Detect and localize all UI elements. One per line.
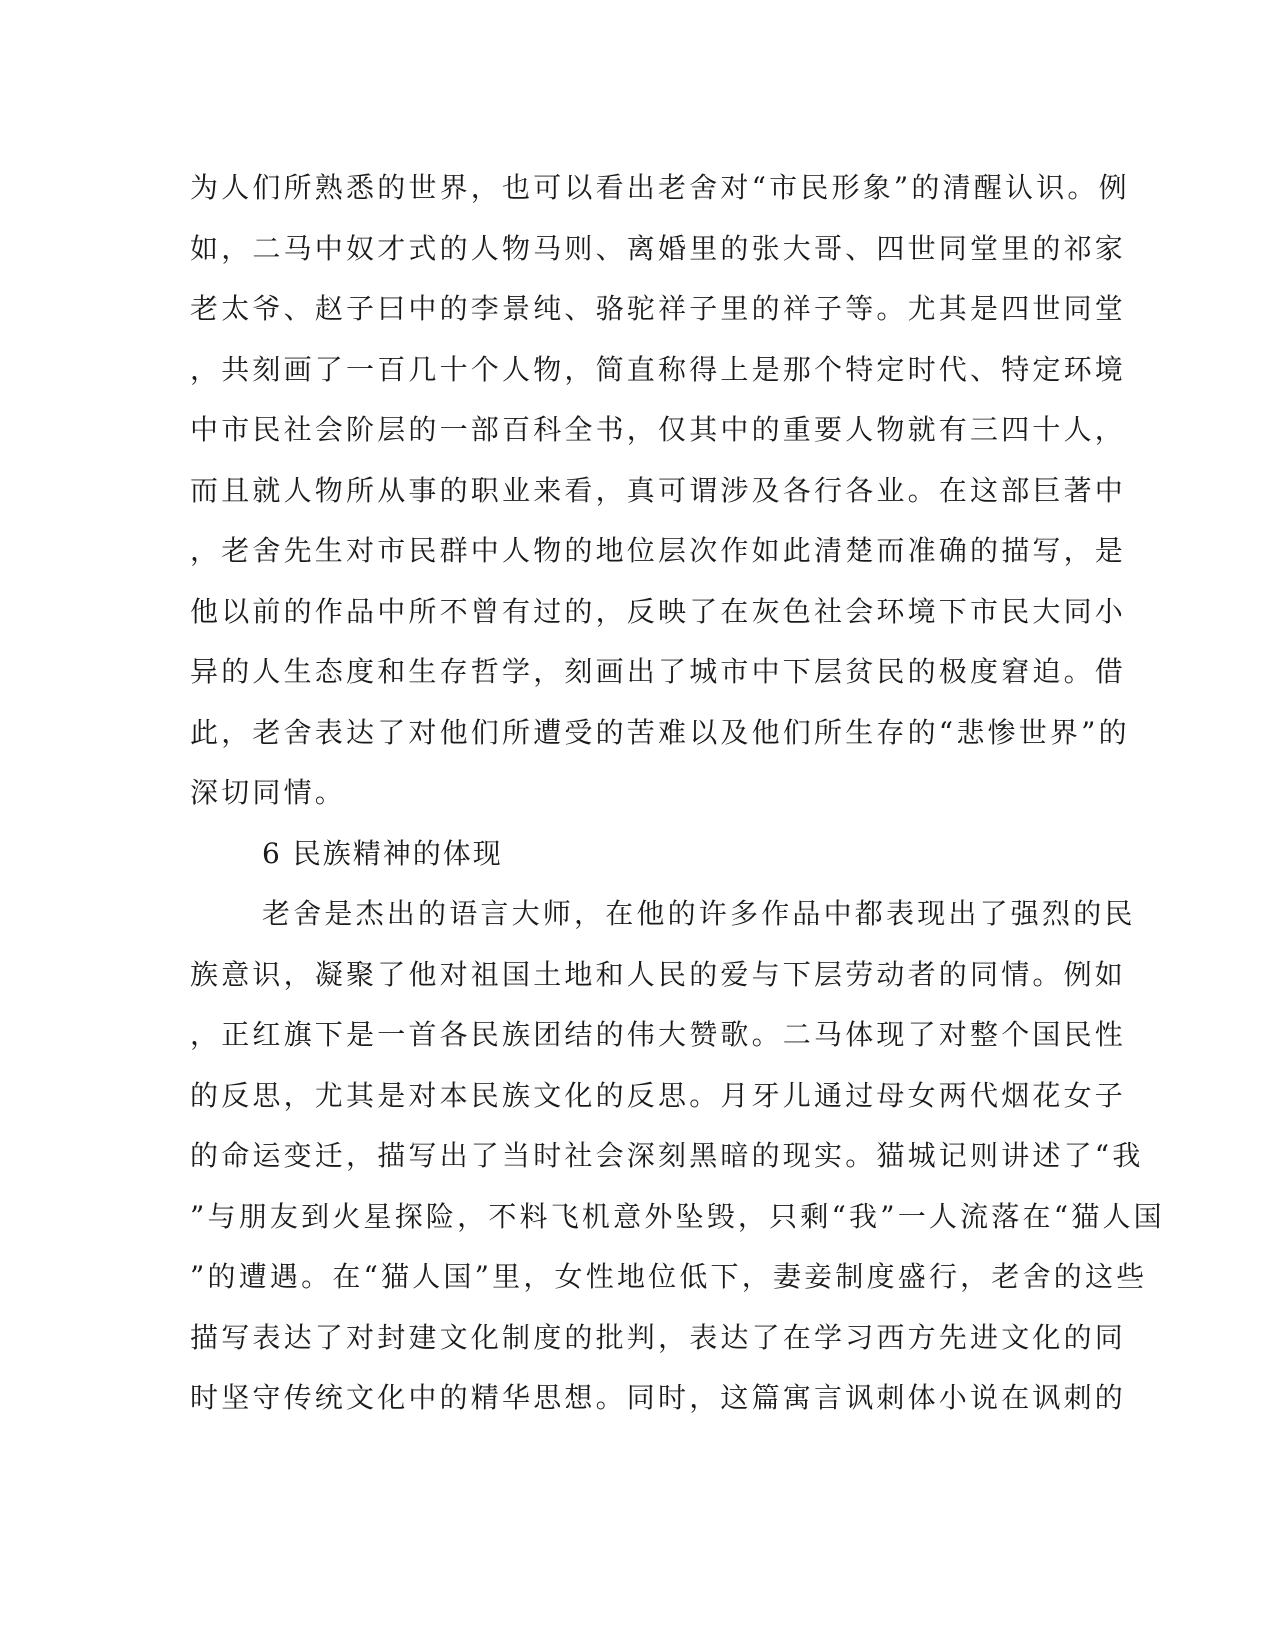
- paragraph-line: 为人们所熟悉的世界，也可以看出老舍对“市民形象”的清醒认识。例: [190, 171, 1130, 204]
- paragraph-line: 中市民社会阶层的一部百科全书，仅其中的重要人物就有三四十人，: [190, 413, 1127, 446]
- paragraph-line: ，老舍先生对市民群中人物的地位层次作如此清楚而准确的描写，是: [190, 534, 1127, 567]
- paragraph-line: 老舍是杰出的语言大师，在他的许多作品中都表现出了强烈的民: [262, 897, 1136, 930]
- section-heading: 6 民族精神的体现: [262, 836, 503, 870]
- paragraph-line: ，共刻画了一百几十个人物，简直称得上是那个特定时代、特定环境: [190, 352, 1127, 386]
- paragraph-line: 时坚守传统文化中的精华思想。同时，这篇寓言讽刺体小说在讽刺的: [190, 1381, 1127, 1414]
- paragraph-line: 老太爷、赵子曰中的李景纯、骆驼祥子里的祥子等。尤其是四世同堂: [190, 292, 1127, 325]
- paragraph-line: 的反思，尤其是对本民族文化的反思。月牙儿通过母女两代烟花女子: [190, 1078, 1127, 1112]
- paragraph-line: 族意识，凝聚了他对祖国土地和人民的爱与下层劳动者的同情。例如: [190, 957, 1127, 991]
- paragraph-line: 深切同情。: [190, 776, 347, 809]
- paragraph-line: ”与朋友到火星探险，不料飞机意外坠毁，只剩“我”一人流落在“猫人国: [190, 1199, 1165, 1233]
- paragraph-line: 而且就人物所从事的职业来看，真可谓涉及各行各业。在这部巨著中: [190, 473, 1127, 507]
- paragraph-line: ”的遭遇。在“猫人国”里，女性地位低下，妻妾制度盛行，老舍的这些: [190, 1260, 1148, 1293]
- paragraph-line: 此，老舍表达了对他们所遭受的苦难以及他们所生存的“悲惨世界”的: [190, 715, 1130, 749]
- paragraph-line: 异的人生态度和生存哲学，刻画出了城市中下层贫民的极度窘迫。借: [190, 655, 1127, 688]
- paragraph-line: 的命运变迁，描写出了当时社会深刻黑暗的现实。猫城记则讲述了“我: [190, 1139, 1144, 1172]
- body-text: [190, 158, 1165, 1429]
- paragraph-line: 他以前的作品中所不曾有过的，反映了在灰色社会环境下市民大同小: [190, 594, 1127, 628]
- paragraph-line: 描写表达了对封建文化制度的批判，表达了在学习西方先进文化的同: [190, 1320, 1127, 1354]
- paragraph-line: 如，二马中奴才式的人物马则、离婚里的张大哥、四世同堂里的祁家: [190, 231, 1127, 265]
- paragraph-line: ，正红旗下是一首各民族团结的伟大赞歌。二马体现了对整个国民性: [190, 1018, 1127, 1051]
